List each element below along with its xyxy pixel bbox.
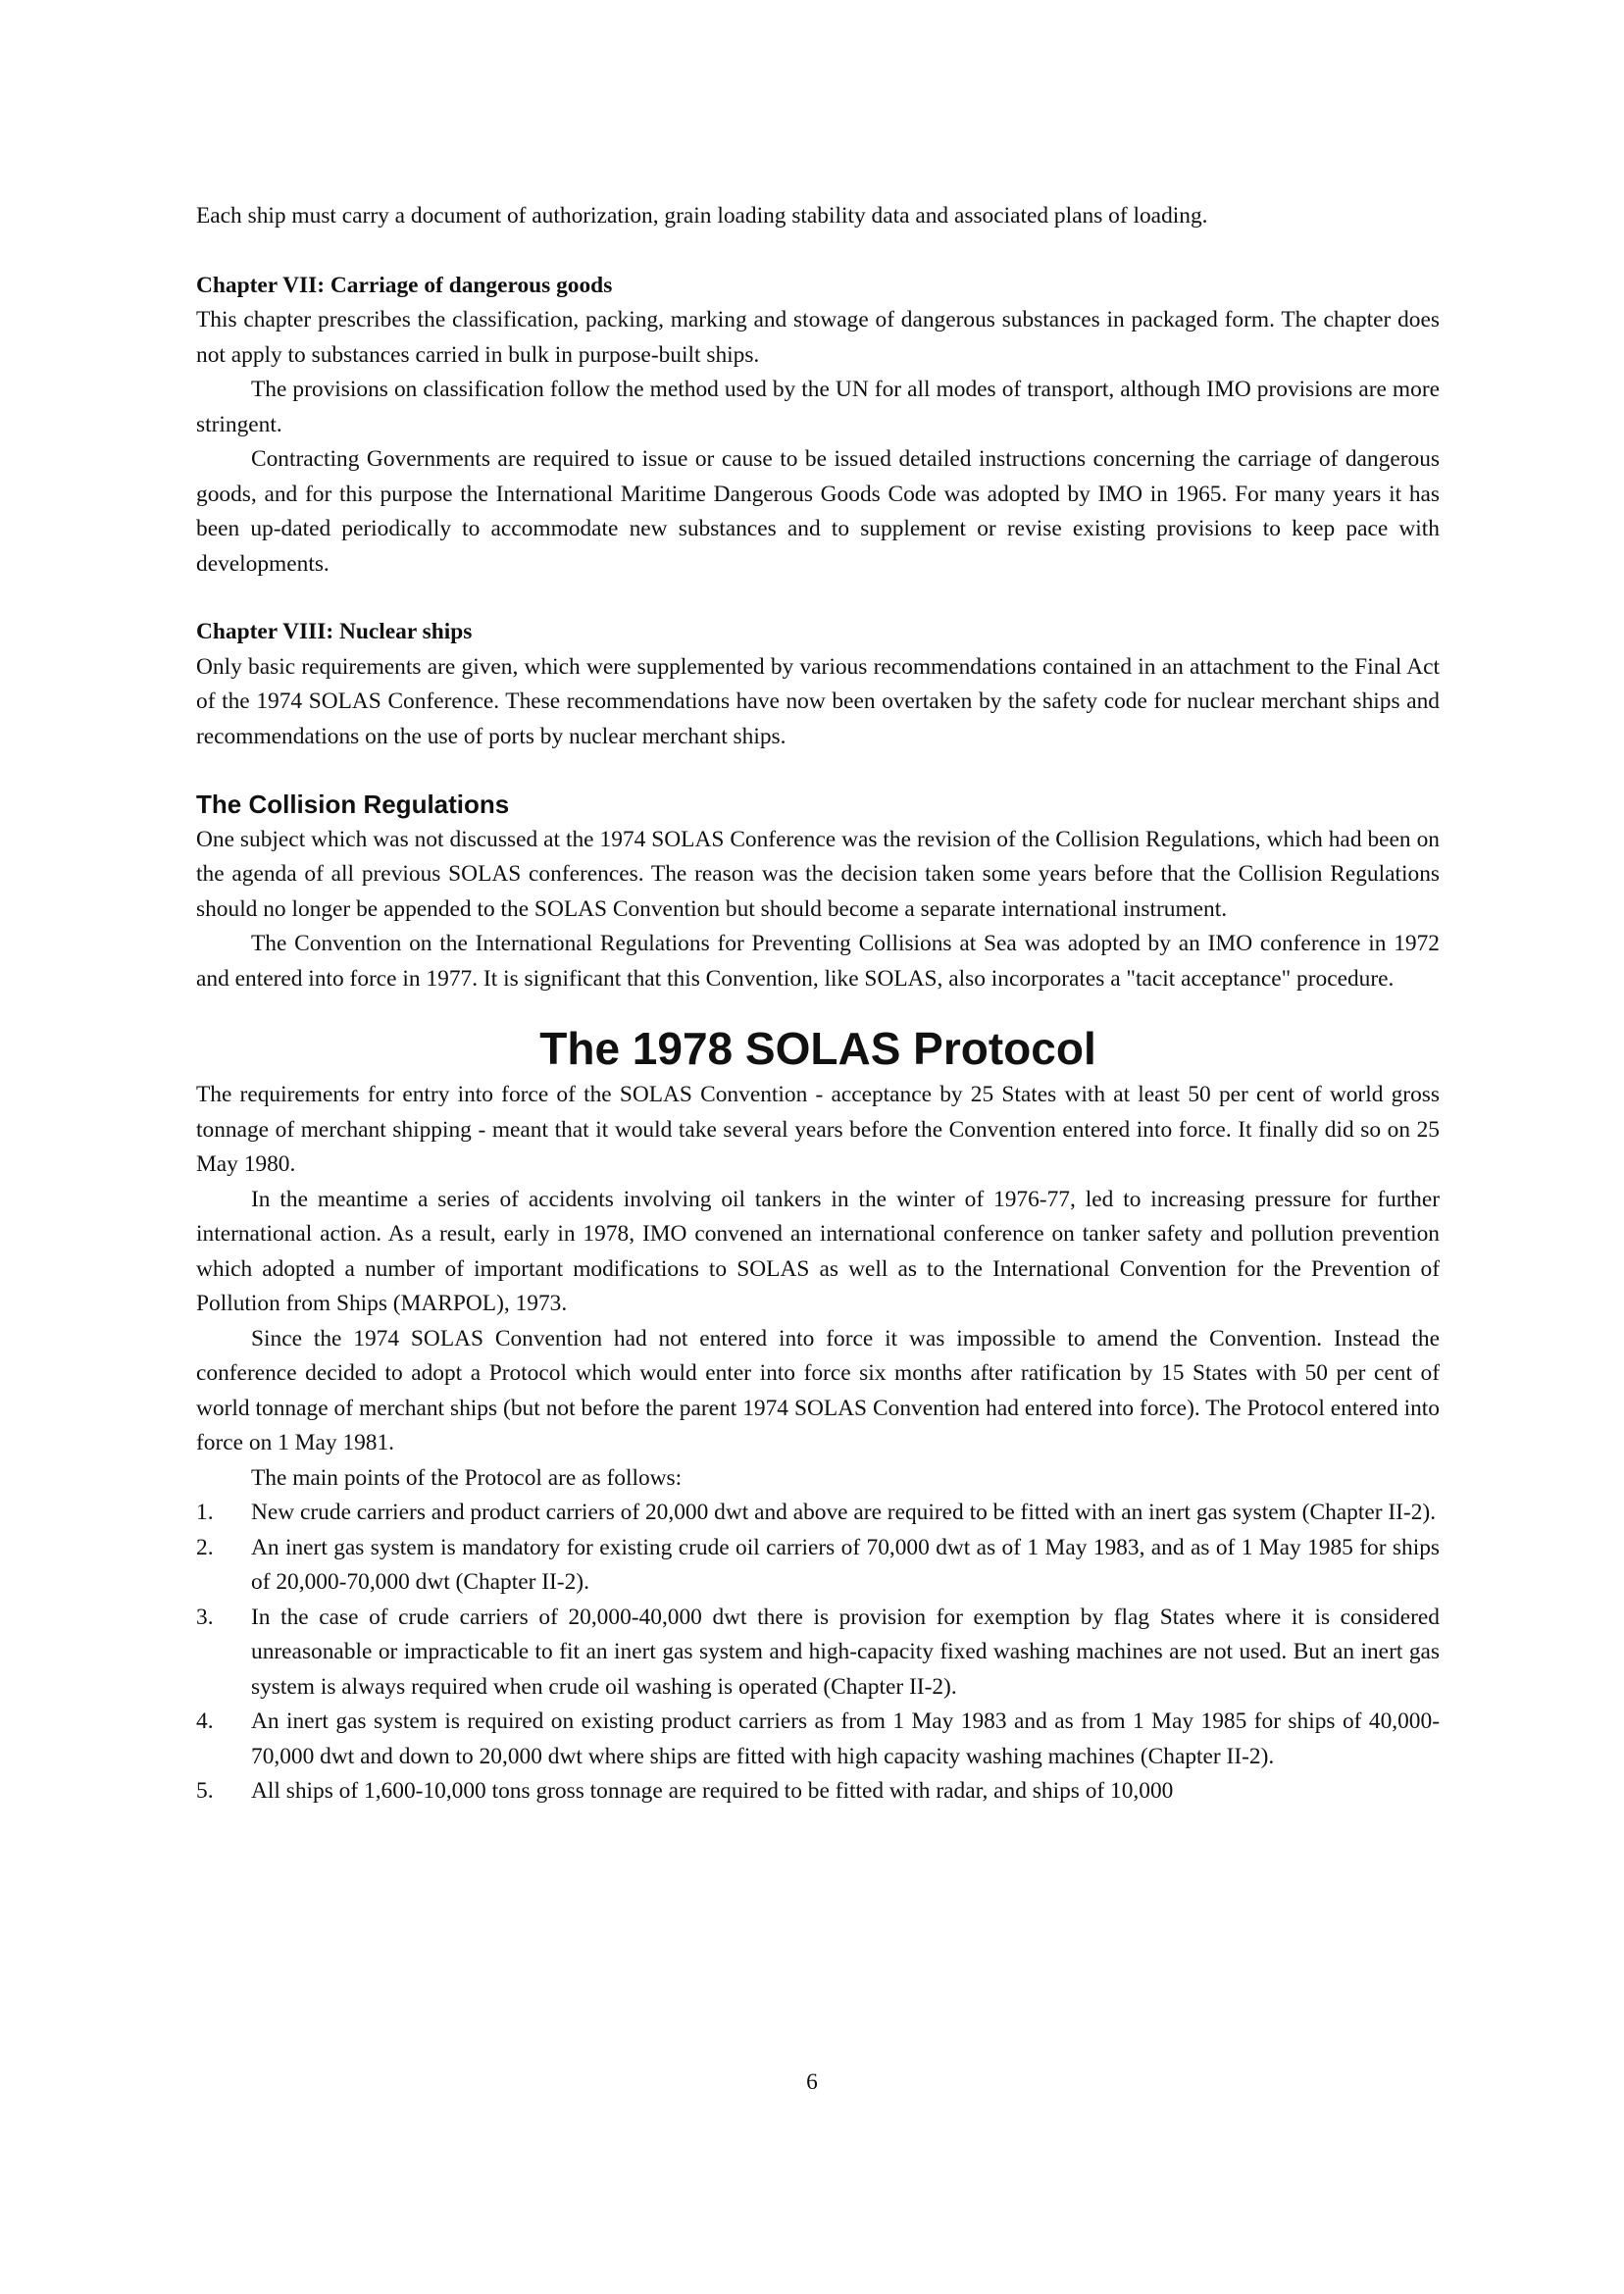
chapter-vii-paragraph: Contracting Governments are required to issue or cause to be issued detailed instructions concerning the carriage of dangerous goods, and for this purpose the International Maritime Dangerous Goods Code was adopted by IMO in 1965. For many years it has been up-dated periodically to accommodate new substances and to supplement or revise existing provisions to keep pace with developments. xyxy=(196,446,1440,577)
protocol-title: The 1978 SOLAS Protocol xyxy=(539,1023,1096,1074)
collision-paragraph: The Convention on the International Regulations for Preventing Collisions at Sea was adopted by an IMO conference in 1972 and entered into force in 1977. It is significant that this Convention, like SOLAS, also incorporates a "tacit acceptance" procedure. xyxy=(196,931,1440,992)
list-item-number: 3. xyxy=(196,1604,214,1630)
list-item xyxy=(196,1601,1440,1706)
list-item xyxy=(196,1774,1440,1810)
list-item-number: 2. xyxy=(196,1534,214,1560)
chapter-vii-paragraph: This chapter prescribes the classification, packing, marking and stowage of dangerous substances in packaged form. The chapter does not apply to substances carried in bulk in purpose-built ships. xyxy=(196,307,1440,368)
chapter-vii-paragraph: The provisions on classification follow the method used by the UN for all modes of transport, although IMO provisions are more stringent. xyxy=(196,377,1440,437)
list-item-text: In the case of crude carriers of 20,000-40,000 dwt there is provision for exemption by flag States where it is considered unreasonable or impracticable to fit an inert gas system and high-capacity fixed washing machines are not used. But an inert gas system is always required when crude oil washing is operated (Chapter II-2). xyxy=(251,1604,1440,1700)
list-item-number: 4. xyxy=(196,1708,214,1734)
list-item-number: 5. xyxy=(196,1778,214,1804)
list-item xyxy=(196,1496,1440,1531)
protocol-paragraph: Since the 1974 SOLAS Convention had not entered into force it was impossible to amend the Convention. Instead the conference decided to adopt a Protocol which would enter into force six months after ratification by 15 States with 50 per cent of world tonnage of merchant ships (but not before the parent 1974 SOLAS Convention had entered into force). The Protocol entered into force on 1 May 1981. xyxy=(196,1325,1440,1455)
list-item-text: An inert gas system is mandatory for existing crude oil carriers of 70,000 dwt as of 1 May 1983, and as of 1 May 1985 for ships of 20,000-70,000 dwt (Chapter II-2). xyxy=(251,1534,1440,1595)
page-number: 6 xyxy=(806,2069,818,2095)
list-item xyxy=(196,1531,1440,1601)
collision-regulations-heading: The Collision Regulations xyxy=(196,790,510,819)
chapter-viii-paragraph: Only basic requirements are given, which were supplemented by various recommendations contained in an attachment to the Final Act of the 1974 SOLAS Conference. These recommendations have now been overtaken by the safety code for nuclear merchant ships and recommendations on the use of ports by nuclear merchant ships. xyxy=(196,653,1440,749)
protocol-points-list xyxy=(196,1496,1440,1810)
list-item-text: All ships of 1,600-10,000 tons gross tonnage are required to be fitted with radar, and ships of 10,000 xyxy=(251,1778,1174,1804)
list-item-number: 1. xyxy=(196,1500,214,1525)
text-column xyxy=(196,199,1440,1810)
chapter-vii-heading: Chapter VII: Carriage of dangerous goods xyxy=(196,272,613,298)
list-item-text: An inert gas system is required on existing product carriers as from 1 May 1983 and as from 1 May 1985 for ships of 40,000-70,000 dwt and down to 20,000 dwt where ships are fitted with high capacity washing machines (Chapter II-2). xyxy=(251,1708,1440,1769)
protocol-list-intro: The main points of the Protocol are as follows: xyxy=(251,1464,683,1491)
collision-paragraph: One subject which was not discussed at the 1974 SOLAS Conference was the revision of the Collision Regulations, which had been on the agenda of all previous SOLAS conferences. The reason was the decision taken some years before that the Collision Regulations should no longer be appended to the SOLAS Convention but should become a separate international instrument. xyxy=(196,826,1440,922)
protocol-paragraph: The requirements for entry into force of the SOLAS Convention - acceptance by 25 States with at least 50 per cent of world gross tonnage of merchant shipping - meant that it would take several years before the Convention entered into force. It finally did so on 25 May 1980. xyxy=(196,1082,1440,1177)
list-item xyxy=(196,1705,1440,1774)
lead-paragraph: Each ship must carry a document of authorization, grain loading stability data and associated plans of loading. xyxy=(196,203,1208,229)
chapter-viii-heading: Chapter VIII: Nuclear ships xyxy=(196,619,473,644)
protocol-paragraph: In the meantime a series of accidents involving oil tankers in the winter of 1976-77, led to increasing pressure for further international action. As a result, early in 1978, IMO convened an international conference on tanker safety and pollution prevention which adopted a number of important modifications to SOLAS as well as to the International Convention for the Prevention of Pollution from Ships (MARPOL), 1973. xyxy=(196,1186,1440,1316)
list-item-text: New crude carriers and product carriers of 20,000 dwt and above are required to be fitted with an inert gas system (Chapter II-2). xyxy=(251,1500,1437,1525)
